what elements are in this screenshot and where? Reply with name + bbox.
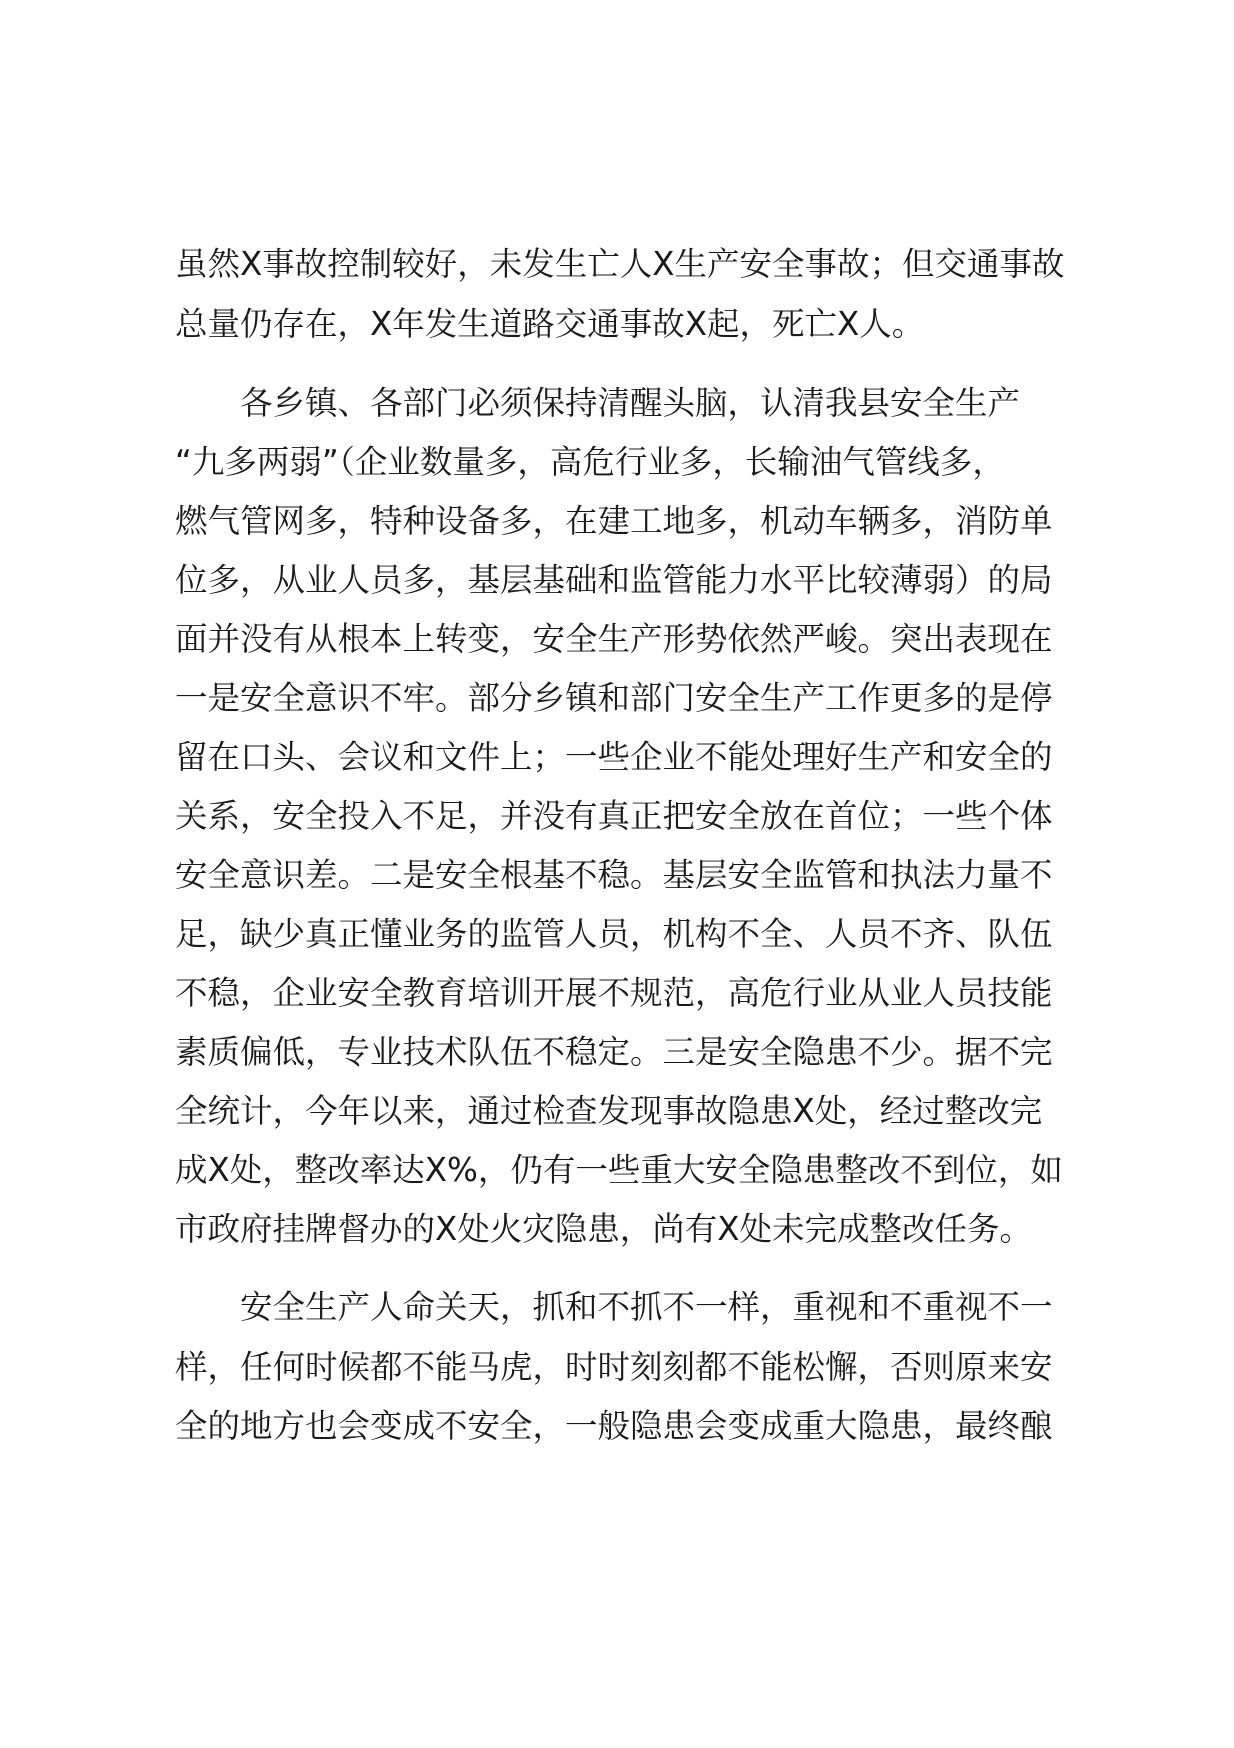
text-line: 总量仍存在，X年发生道路交通事故X起，死亡X人。 [175,305,925,343]
text-line: “九多两弱”（企业数量多，高危行业多，长输油气管线多， [175,443,1005,481]
text-line: 位多，从业人员多，基层基础和监管能力水平比较薄弱）的局 [175,561,1053,599]
text-line: 虽然X事故控制较好，未发生亡人X生产安全事故；但交通事故 [175,245,1065,283]
paragraph-first-line: 各乡镇、各部门必须保持清醒头脑，认清我县安全生产 [240,384,1021,422]
text-line: 关系，安全投入不足，并没有真正把安全放在首位；一些个体 [175,797,1053,835]
text-line: 安全意识差。二是安全根基不稳。基层安全监管和执法力量不 [175,856,1053,894]
text-line: 成X处，整改率达X%，仍有一些重大安全隐患整改不到位，如 [175,1151,1063,1189]
text-line: 面并没有从根本上转变，安全生产形势依然严峻。突出表现在 [175,620,1053,658]
text-line: 一是安全意识不牢。部分乡镇和部门安全生产工作更多的是停 [175,679,1053,717]
text-line: 样，任何时候都不能马虎，时时刻刻都不能松懈，否则原来安 [175,1348,1053,1386]
text-line: 市政府挂牌督办的X处火灾隐患，尚有X处未完成整改任务。 [175,1210,1033,1248]
text-line: 留在口头、会议和文件上；一些企业不能处理好生产和安全的 [175,738,1053,776]
text-line: 不稳，企业安全教育培训开展不规范，高危行业从业人员技能 [175,974,1053,1012]
text-line: 素质偏低，专业技术队伍不稳定。三是安全隐患不少。据不完 [175,1033,1053,1071]
text-line: 全的地方也会变成不安全，一般隐患会变成重大隐患，最终酿 [175,1407,1053,1445]
text-line: 足，缺少真正懂业务的监管人员，机构不全、人员不齐、队伍 [175,915,1053,953]
paragraph-first-line: 安全生产人命关天，抓和不抓不一样，重视和不重视不一 [240,1288,1053,1326]
text-line: 燃气管网多，特种设备多，在建工地多，机动车辆多，消防单 [175,502,1053,540]
text-line: 全统计，今年以来，通过检查发现事故隐患X处，经过整改完 [175,1092,1043,1130]
